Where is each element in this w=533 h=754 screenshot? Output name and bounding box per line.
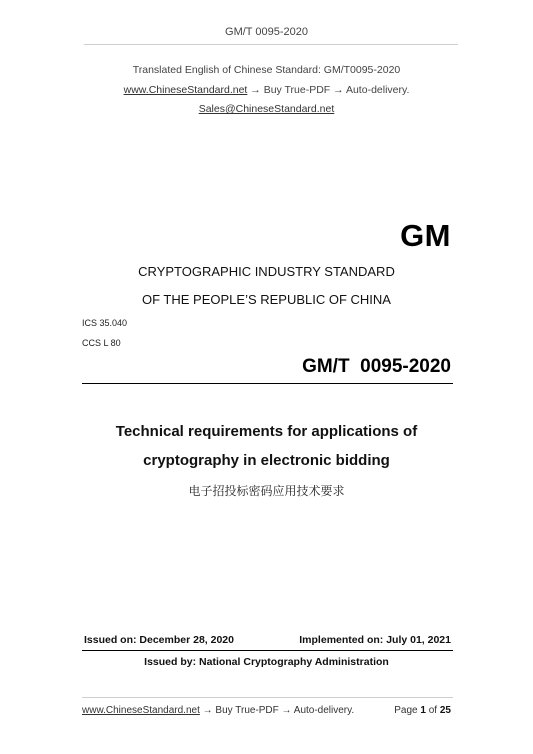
issued-by: Issued by: National Cryptography Administration xyxy=(144,656,389,668)
title-en-line1: Technical requirements for applications of xyxy=(115,423,418,440)
page-header: GM/T 0095-2020 xyxy=(225,26,308,38)
issued-date: Issued on: December 28, 2020 xyxy=(84,634,234,646)
email-link[interactable]: Sales@ChineseStandard.net xyxy=(198,103,335,115)
page-label: Page xyxy=(394,705,418,716)
series-mark: GM xyxy=(400,218,451,253)
footer-buy-text: → Buy True-PDF → Auto-delivery. xyxy=(199,705,355,716)
page-indicator xyxy=(394,705,451,716)
page-total: 25 xyxy=(439,705,451,716)
email-line xyxy=(0,103,533,115)
footer-divider xyxy=(82,697,453,698)
standard-type-line1: CRYPTOGRAPHIC INDUSTRY STANDARD xyxy=(138,264,395,279)
title-cn: 电子招投标密码应用技术要求 xyxy=(188,484,345,498)
header-divider xyxy=(84,44,458,45)
of-label: of xyxy=(428,705,438,716)
footer-buy-line xyxy=(82,705,354,716)
standard-number: GM/T 0095-2020 xyxy=(302,356,451,377)
ics-code: ICS 35.040 xyxy=(82,318,128,328)
footer-site-link[interactable]: www.ChineseStandard.net xyxy=(82,705,200,716)
buy-line xyxy=(0,84,533,96)
ccs-code: CCS L 80 xyxy=(82,338,121,348)
title-en-line2: cryptography in electronic bidding xyxy=(143,452,390,469)
site-link[interactable]: www.ChineseStandard.net xyxy=(123,84,248,96)
standard-type-line2: OF THE PEOPLE’S REPUBLIC OF CHINA xyxy=(142,292,391,307)
page-number: 1 xyxy=(420,705,426,716)
dates-divider xyxy=(82,650,453,651)
title-divider xyxy=(82,383,453,384)
implemented-date: Implemented on: July 01, 2021 xyxy=(299,634,451,646)
translation-note: Translated English of Chinese Standard: GM/T0095-2020 xyxy=(132,64,401,76)
buy-text: → Buy True-PDF → Auto-delivery. xyxy=(247,84,410,96)
